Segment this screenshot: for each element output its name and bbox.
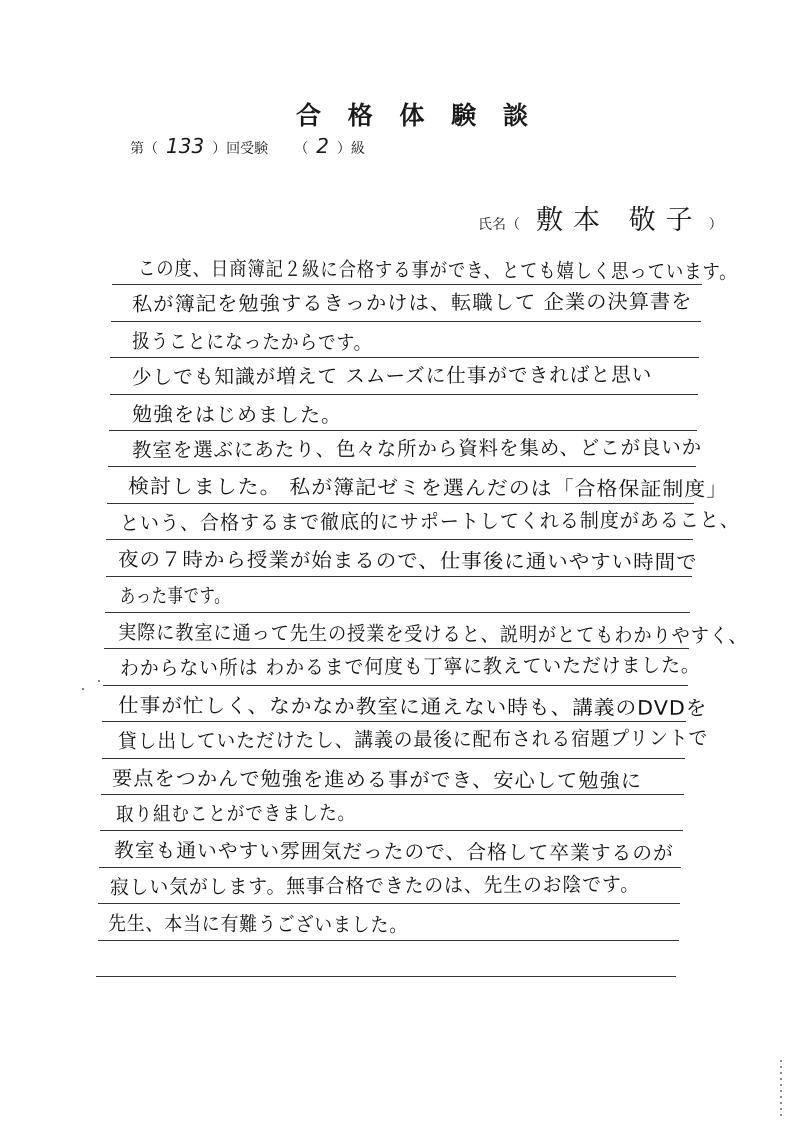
ruled-line — [106, 576, 692, 577]
ruled-line — [103, 685, 688, 686]
ruled-line — [107, 503, 694, 504]
essay-line: 貸し出していただけたし、講義の最後に配布される宿題プリントで — [117, 725, 709, 754]
ruled-line — [99, 867, 681, 868]
document-title: 合 格 体 験 談 — [296, 101, 537, 130]
essay-line: 教室も通いやすい雰囲気だったので、合格して卒業するのが — [113, 838, 674, 866]
ruled-line — [102, 758, 686, 759]
ruled-line — [105, 612, 691, 613]
essay-line: 取り組むことができました。 — [115, 800, 357, 826]
essay-line: 教室を選ぶにあたり、色々な所から資料を集め、どこが良いか — [131, 434, 703, 462]
essay-line: 先生、本当に有難うございました。 — [107, 911, 409, 937]
ruled-line — [98, 940, 679, 941]
exam-info — [130, 134, 365, 158]
essay-line: 実際に教室に通って先生の授業を受けると、説明がとてもわかりやすく、 — [117, 620, 748, 648]
ruled-line — [96, 976, 676, 977]
exam-number: 133 — [166, 134, 205, 158]
ruled-line — [109, 430, 697, 431]
essay-line: 勉強をはじめました。 — [131, 401, 343, 427]
essay-line: 要点をつかんで勉強を進める事ができ、安心して勉強に — [111, 765, 643, 793]
ruled-line — [106, 539, 693, 540]
essay-line: わからない所は わかるまで何度も丁寧に教えていただけました。 — [119, 653, 701, 681]
name-label: 氏名（ — [478, 217, 520, 233]
ruled-line — [98, 903, 680, 904]
ruled-line — [110, 394, 699, 395]
essay-line: 私が簿記を勉強するきっかけは、転職して 企業の決算書を — [131, 289, 693, 317]
essay-line: 仕事が忙しく、なかなか教室に通えない時も、講義のDVDを — [117, 692, 708, 720]
exam-prefix: 第（ — [130, 141, 158, 157]
ruled-line — [108, 466, 696, 467]
ruled-line — [111, 321, 701, 322]
exam-middle: ）回受験 — [212, 141, 269, 157]
essay-line: という、合格するまで徹底的にサポートしてくれる制度があること、 — [119, 507, 740, 535]
ruled-line — [110, 357, 699, 358]
grade-close: ）級 — [336, 141, 365, 157]
name-field — [478, 198, 723, 237]
essay-line: この度、日商簿記２級に合格する事ができ、とても嬉しく思っています。 — [137, 256, 738, 284]
essay-line: 夜の７時から授業が始まるので、仕事後に通いやすい時間で — [117, 547, 698, 575]
name-value: 敷本 敬子 — [536, 205, 703, 236]
scan-edge-marks — [780, 1060, 782, 1120]
name-close: ） — [708, 217, 723, 233]
essay-line: 少しでも知識が増えて スムーズに仕事ができればと思い — [131, 362, 653, 390]
essay-line: 扱うことになったからです。 — [131, 328, 373, 355]
ruled-line — [100, 830, 683, 831]
scan-speck — [98, 680, 100, 682]
grade-open: （ — [294, 141, 309, 157]
essay-line: 寂しい気がします。無事合格できたのは、先生のお陰です。 — [109, 871, 641, 899]
scan-speck — [82, 688, 84, 690]
essay-line: あった事です。 — [119, 582, 231, 608]
exam-grade: 2 — [316, 134, 329, 158]
essay-line: 検討しました。 私が簿記ゼミを選んだのは「合格保証制度」 — [127, 474, 729, 502]
